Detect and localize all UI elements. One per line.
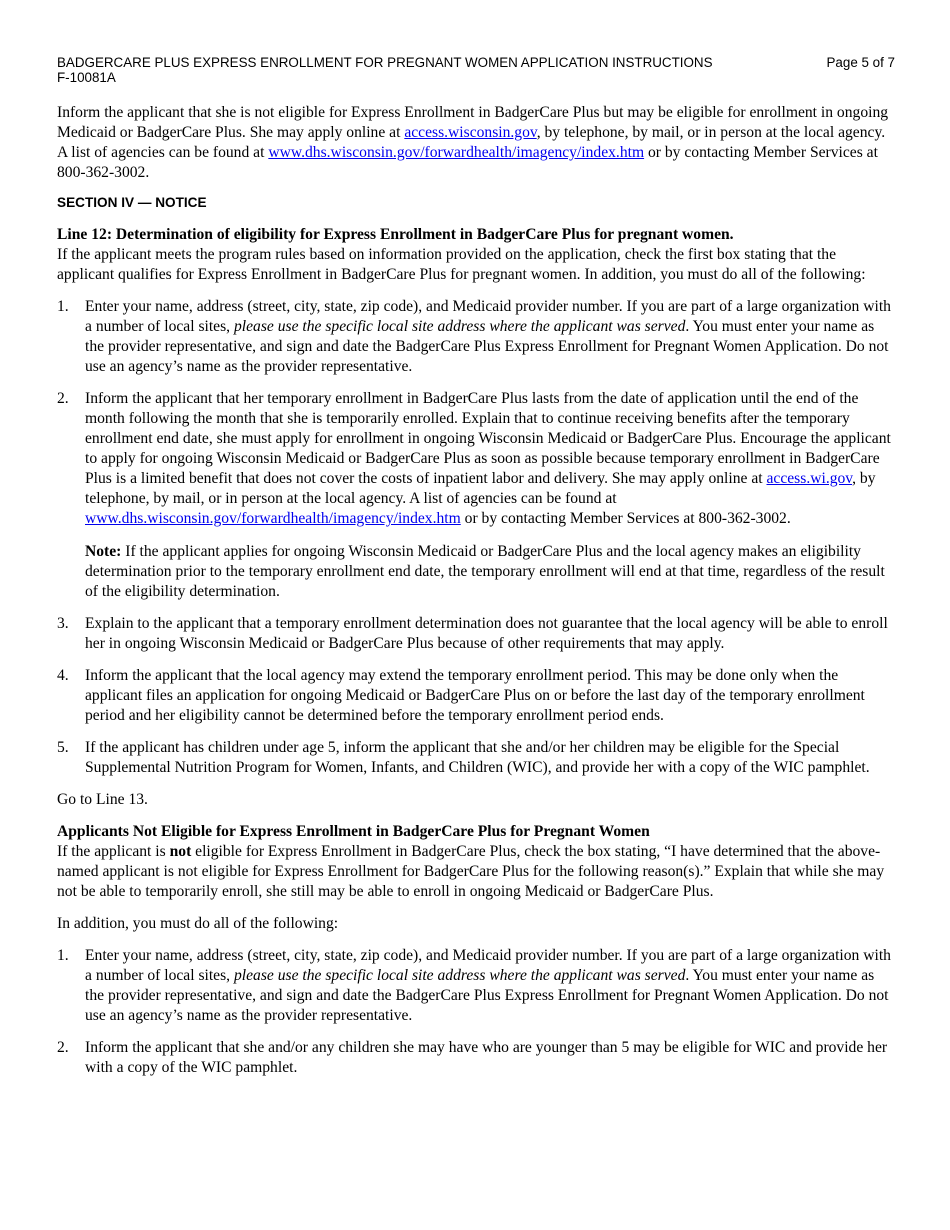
list-item bbox=[57, 1038, 897, 1078]
list-number: 4. bbox=[57, 667, 69, 684]
line12-text: If the applicant meets the program rules based on information provided on the application, check the first box stating that the applicant qualifies for Express Enrollment in BadgerCare Plus for pregnant women. In addition, you must do all of the following: bbox=[57, 246, 866, 283]
not-eligible-text-1: If the applicant is bbox=[57, 843, 170, 860]
item-italic-text: please use the specific local site address where the applicant was served bbox=[233, 318, 686, 335]
access-wi-link[interactable]: access.wi.gov bbox=[766, 470, 853, 487]
list-number: 2. bbox=[57, 390, 69, 407]
intro-text-3: or by contacting Member Services at 800-362-3002. bbox=[57, 144, 878, 181]
intro-text-1: Inform the applicant that she is not eligible for Express Enrollment in BadgerCare Plus but may be eligible for enrollment in ongoing Medicaid or BadgerCare Plus. She may apply online at bbox=[57, 104, 889, 141]
form-number: F-10081A bbox=[57, 70, 116, 85]
document-body bbox=[57, 103, 897, 1090]
item-text: , by telephone, by mail, or in person at the local agency. A list of agencies can be found at bbox=[85, 470, 876, 507]
item-italic-text: please use the specific local site address where the applicant was served bbox=[233, 967, 686, 984]
agency-list-link[interactable]: www.dhs.wisconsin.gov/forwardhealth/imagency/index.htm bbox=[85, 510, 461, 527]
list-item bbox=[57, 738, 897, 778]
line12-list bbox=[57, 297, 897, 778]
not-eligible-heading: Applicants Not Eligible for Express Enrollment in BadgerCare Plus for Pregnant Women bbox=[57, 823, 650, 840]
list-item bbox=[57, 297, 897, 377]
not-eligible-list bbox=[57, 946, 897, 1078]
item-text: Inform the applicant that she and/or any children she may have who are younger than 5 may be eligible for WIC and provide her with a copy of the WIC pamphlet. bbox=[85, 1039, 888, 1076]
note-label: Note: bbox=[85, 543, 122, 560]
item-text: Inform the applicant that the local agency may extend the temporary enrollment period. This may be done only when the applicant files an application for ongoing Medicaid or BadgerCare Plus on or before the last day of the temporary enrollment period and her eligibility cannot be determined before the temporary enrollment period ends. bbox=[85, 667, 865, 724]
line12-heading: Line 12: Determination of eligibility for Express Enrollment in BadgerCare Plus for pregnant women. bbox=[57, 226, 734, 243]
goto-line13: Go to Line 13. bbox=[57, 791, 148, 808]
not-eligible-intro: In addition, you must do all of the following: bbox=[57, 915, 339, 932]
not-eligible-text-2: eligible for Express Enrollment in BadgerCare Plus, check the box stating, “I have determined that the above-named applicant is not eligible for Express Enrollment for BadgerCare Plus for the following reason(s).” Explain that while she may not be able to temporarily enroll, she still may be able to enroll in ongoing Medicaid or BadgerCare Plus. bbox=[57, 843, 885, 900]
agency-list-link[interactable]: www.dhs.wisconsin.gov/forwardhealth/imagency/index.htm bbox=[268, 144, 645, 161]
intro-text-2: , by telephone, by mail, or in person at the local agency. A list of agencies can be found at bbox=[57, 124, 886, 161]
list-number: 5. bbox=[57, 739, 69, 756]
list-item bbox=[57, 666, 897, 726]
list-number: 1. bbox=[57, 947, 69, 964]
note-text: If the applicant applies for ongoing Wisconsin Medicaid or BadgerCare Plus and the local agency makes an eligibility determination prior to the temporary enrollment end date, the temporary enrollment will end at that time, regardless of the result of the eligibility determination. bbox=[85, 543, 885, 600]
item-text: Enter your name, address (street, city, state, zip code), and Medicaid provider number. If you are part of a large organization with a number of local sites, bbox=[85, 298, 891, 335]
list-number: 2. bbox=[57, 1039, 69, 1056]
note-paragraph bbox=[85, 542, 897, 602]
item-text: Inform the applicant that her temporary enrollment in BadgerCare Plus lasts from the date of application until the end of the month following the month that she is temporarily enrolled. Explain that to continue receiving benefits after the temporary enrollment end date, she must apply for enrollment in ongoing Wisconsin Medicaid or BadgerCare Plus. Encourage the applicant to apply for ongoing Wisconsin Medicaid or BadgerCare Plus as soon as possible because temporary enrollment in BadgerCare Plus is a limited benefit that does not cover the costs of inpatient labor and delivery. She may apply online at bbox=[85, 390, 891, 487]
page-number: Page 5 of 7 bbox=[826, 55, 895, 70]
item-text: or by contacting Member Services at 800-362-3002. bbox=[460, 510, 791, 527]
item-text: Enter your name, address (street, city, state, zip code), and Medicaid provider number. If you are part of a large organization with a number of local sites, bbox=[85, 947, 891, 984]
list-number: 1. bbox=[57, 298, 69, 315]
item-text: . You must enter your name as the provider representative, and sign and date the BadgerCare Plus Express Enrollment for Pregnant Women Application. Do not use an agency’s name as the provider representative. bbox=[85, 318, 889, 375]
intro-paragraph bbox=[57, 103, 897, 183]
not-eligible-bold: not bbox=[169, 843, 192, 860]
list-number: 3. bbox=[57, 615, 69, 632]
item-text: Explain to the applicant that a temporary enrollment determination does not guarantee that the local agency will be able to enroll her in ongoing Wisconsin Medicaid or BadgerCare Plus because of other requirements that may apply. bbox=[85, 615, 888, 652]
access-wisconsin-link[interactable]: access.wisconsin.gov bbox=[404, 124, 537, 141]
item-text: If the applicant has children under age 5, inform the applicant that she and/or her children may be eligible for the Special Supplemental Nutrition Program for Women, Infants, and Children (WIC), and provide her with a copy of the WIC pamphlet. bbox=[85, 739, 870, 776]
item-text: . You must enter your name as the provider representative, and sign and date the BadgerCare Plus Express Enrollment for Pregnant Women Application. Do not use an agency’s name as the provider representative. bbox=[85, 967, 889, 1024]
list-item bbox=[57, 389, 897, 602]
header-title: BADGERCARE PLUS EXPRESS ENROLLMENT FOR PREGNANT WOMEN APPLICATION INSTRUCTIONS bbox=[57, 55, 713, 70]
list-item bbox=[57, 614, 897, 654]
not-eligible-text bbox=[57, 842, 897, 902]
section-heading: SECTION IV — NOTICE bbox=[57, 195, 207, 210]
list-item bbox=[57, 946, 897, 1026]
